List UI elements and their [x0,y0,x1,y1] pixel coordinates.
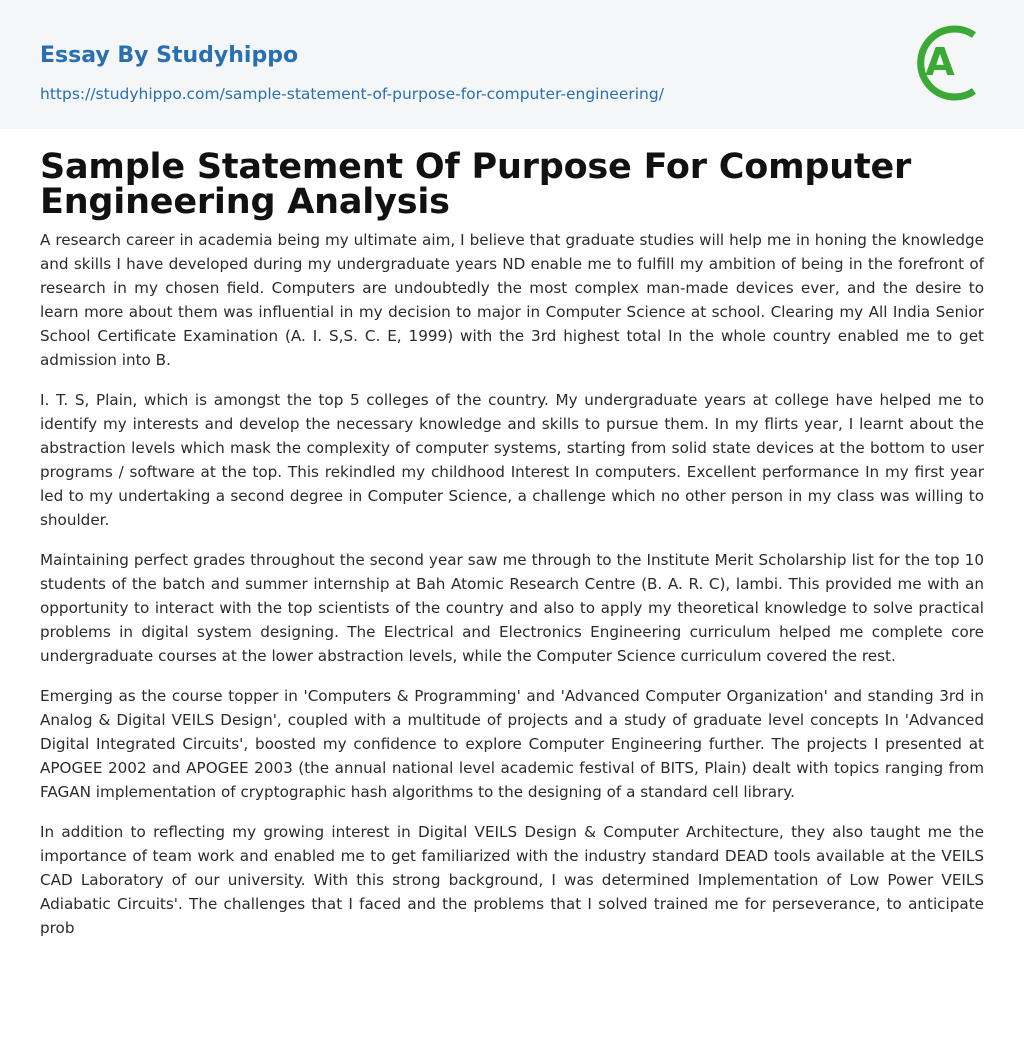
paragraph: In addition to reflecting my growing interest in Digital VEILS Design & Computer Architecture, they also taught me the importance of team work and enabled me to get familiarized with the industry standard DEAD tools available at the VEILS CAD Laboratory of our university. With this strong background, I was determined Implementation of Low Power VEILS Adiabatic Circuits'. The challenges that I faced and the problems that I solved trained me for perseverance, to anticipate prob [40,823,984,937]
essay-body [40,228,984,956]
logo-letter: A [925,40,955,84]
paragraph: Maintaining perfect grades throughout the second year saw me through to the Institute Merit Scholarship list for the top 10 students of the batch and summer internship at Bah Atomic Research Centre (B. A. R. C), lambi. This provided me with an opportunity to interact with the top scientists of the country and also to apply my theoretical knowledge to solve practical problems in digital system designing. The Electrical and Electronics Engineering curriculum helped me complete core undergraduate courses at the lower abstraction levels, while the Computer Science curriculum covered the rest. [40,551,984,665]
paragraph: A research career in academia being my ultimate aim, I believe that graduate studies will help me in honing the knowledge and skills I have developed during my undergraduate years ND enable me to fulfill my ambition of being in the forefront of research in my chosen field. Computers are undoubtedly the most complex man-made devices ever, and the desire to learn more about them was influential in my decision to major in Computer Science at school. Clearing my All India Senior School Certificate Examination (A. I. S,S. C. E, 1999) with the 3rd highest total In the whole country enabled me to get admission into B. [40,231,984,369]
paragraph: Emerging as the course topper in 'Computers & Programming' and 'Advanced Computer Organization' and standing 3rd in Analog & Digital VEILS Design', coupled with a multitude of projects and a study of graduate level concepts In 'Advanced Digital Integrated Circuits', boosted my confidence to explore Computer Engineering further. The projects I presented at APOGEE 2002 and APOGEE 2003 (the annual national level academic festival of BITS, Plain) dealt with topics ranging from FAGAN implementation of cryptographic hash algorithms to the designing of a standard cell library. [40,687,984,801]
source-url-link[interactable]: https://studyhippo.com/sample-statement-of-purpose-for-computer-engineering/ [40,85,664,103]
page-title: Sample Statement Of Purpose For Computer Engineering Analysis [40,147,912,222]
paragraph: I. T. S, Plain, which is amongst the top 5 colleges of the country. My undergraduate years at college have helped me to identify my interests and develop the necessary knowledge and skills to pursue them. In my flirts year, I learnt about the abstraction levels which mask the complexity of computer systems, starting from solid state devices at the bottom to user programs / software at the top. This rekindled my childhood Interest In computers. Excellent performance In my first year led to my undertaking a second degree in Computer Science, a challenge which no other person in my class was willing to shoulder. [40,391,984,529]
site-title[interactable]: Essay By Studyhippo [40,43,299,68]
